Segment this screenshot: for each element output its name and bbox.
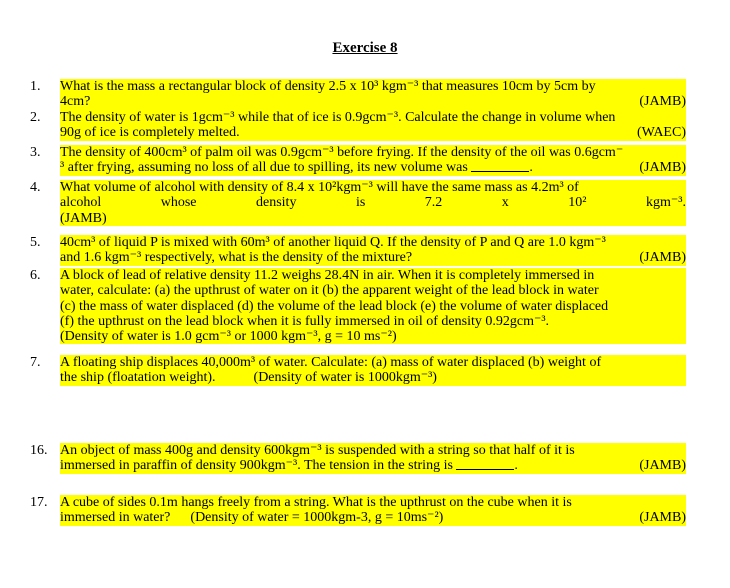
- source-tag: (WAEC): [637, 125, 686, 141]
- question-5: [30, 235, 686, 266]
- question-line: (f) the upthrust on the lead block when it is fully immersed in oil of density 0.92gcm⁻³.: [60, 313, 550, 329]
- question-line: A cube of sides 0.1m hangs freely from a string. What is the upthrust on the cube when it is: [60, 495, 572, 510]
- question-17: [30, 495, 686, 526]
- question-6: [30, 268, 686, 344]
- question-word: 7.2: [424, 195, 443, 211]
- question-line: [60, 94, 686, 109]
- question-number: 16.: [30, 443, 48, 458]
- question-line: 40cm³ of liquid P is mixed with 60m³ of another liquid Q. If the density of P and Q are 1.0 kgm⁻³: [60, 235, 606, 250]
- question-text: [60, 235, 686, 266]
- question-word: x: [501, 195, 509, 211]
- question-text: [60, 495, 686, 526]
- question-line: [60, 125, 686, 140]
- question-number: 6.: [30, 268, 41, 283]
- question-line: (Density of water is 1.0 gcm⁻³ or 1000 kgm⁻³, g = 10 ms⁻²): [60, 329, 397, 345]
- source-tag: (JAMB): [60, 210, 107, 226]
- question-7: [30, 355, 686, 386]
- question-text-fragment: immersed in paraffin of density 900kgm⁻³. The tension in the string is: [60, 458, 453, 474]
- question-number: 3.: [30, 145, 41, 160]
- question-word: density: [256, 195, 297, 211]
- question-text-fragment: the ship (floatation weight).: [60, 370, 216, 386]
- question-text: [60, 180, 686, 226]
- question-text-fragment: and 1.6 kgm⁻³ respectively, what is the density of the mixture?: [60, 250, 413, 266]
- question-line: [60, 458, 686, 473]
- question-line: The density of water is 1gcm⁻³ while that of ice is 0.9gcm⁻³. Calculate the change in volume when: [60, 110, 616, 125]
- question-number: 2.: [30, 110, 41, 125]
- source-tag: (JAMB): [639, 250, 686, 266]
- answer-blank: [471, 160, 529, 172]
- source-tag: (JAMB): [639, 458, 686, 474]
- question-text-fragment: immersed in water?: [60, 510, 171, 526]
- source-tag: (JAMB): [639, 510, 686, 526]
- question-line: [60, 195, 686, 210]
- question-line: A floating ship displaces 40,000m³ of water. Calculate: (a) mass of water displaced (b) weight of: [60, 355, 602, 370]
- question-word: kgm⁻³.: [646, 195, 686, 211]
- question-text: [60, 145, 686, 176]
- question-text: [60, 268, 686, 344]
- question-text-fragment: 4cm?: [60, 94, 91, 110]
- question-line: (c) the mass of water displaced (d) the volume of the lead block (e) the volume of water displaced: [60, 298, 609, 314]
- question-number: 17.: [30, 495, 48, 510]
- question-line: [60, 510, 686, 525]
- question-line: The density of 400cm³ of palm oil was 0.9gcm⁻³ before frying. If the density of the oil was 0.6gcm⁻: [60, 145, 624, 160]
- question-line: water, calculate: (a) the upthrust of water on it (b) the apparent weight of the lead block in water: [60, 283, 599, 299]
- question-line: What is the mass a rectangular block of density 2.5 x 10³ kgm⁻³ that measures 10cm by 5cm by: [60, 79, 596, 94]
- question-text: [60, 110, 686, 141]
- exercise-title: Exercise 8: [332, 40, 398, 56]
- question-number: 4.: [30, 180, 41, 195]
- question-1: [30, 79, 686, 110]
- question-word: 10²: [568, 195, 587, 211]
- question-line: What volume of alcohol with density of 8.4 x 10²kgm⁻³ will have the same mass as 4.2m³ of: [60, 180, 579, 195]
- answer-blank: [456, 458, 514, 470]
- question-text-fragment: .: [529, 160, 533, 176]
- question-word: alcohol: [60, 195, 102, 211]
- question-text-fragment: (Density of water is 1000kgm⁻³): [253, 370, 437, 386]
- question-text-fragment: ³ after frying, assuming no loss of all due to spilling, its new volume was: [60, 160, 468, 176]
- question-line: An object of mass 400g and density 600kgm⁻³ is suspended with a string so that half of it is: [60, 443, 575, 458]
- question-4: [30, 180, 686, 226]
- question-line: [60, 250, 686, 265]
- question-line: A block of lead of relative density 11.2 weighs 28.4N in air. When it is completely immersed in: [60, 268, 595, 283]
- question-word: whose: [160, 195, 197, 211]
- question-word: is: [355, 195, 366, 211]
- question-text: [60, 355, 686, 386]
- question-text-fragment: .: [514, 458, 518, 474]
- source-tag: (JAMB): [639, 160, 686, 176]
- question-text-fragment: (Density of water = 1000kgm-3, g = 10ms⁻²): [190, 510, 444, 526]
- question-line: [60, 160, 686, 175]
- question-text: [60, 79, 686, 110]
- question-3: [30, 145, 686, 176]
- question-line: [60, 370, 686, 385]
- question-text-fragment: 90g of ice is completely melted.: [60, 125, 240, 141]
- source-tag: (JAMB): [639, 94, 686, 110]
- question-line: [60, 211, 686, 226]
- question-16: [30, 443, 686, 474]
- question-2: [30, 110, 686, 141]
- question-number: 7.: [30, 355, 41, 370]
- question-number: 5.: [30, 235, 41, 250]
- question-number: 1.: [30, 79, 41, 94]
- question-text: [60, 443, 686, 474]
